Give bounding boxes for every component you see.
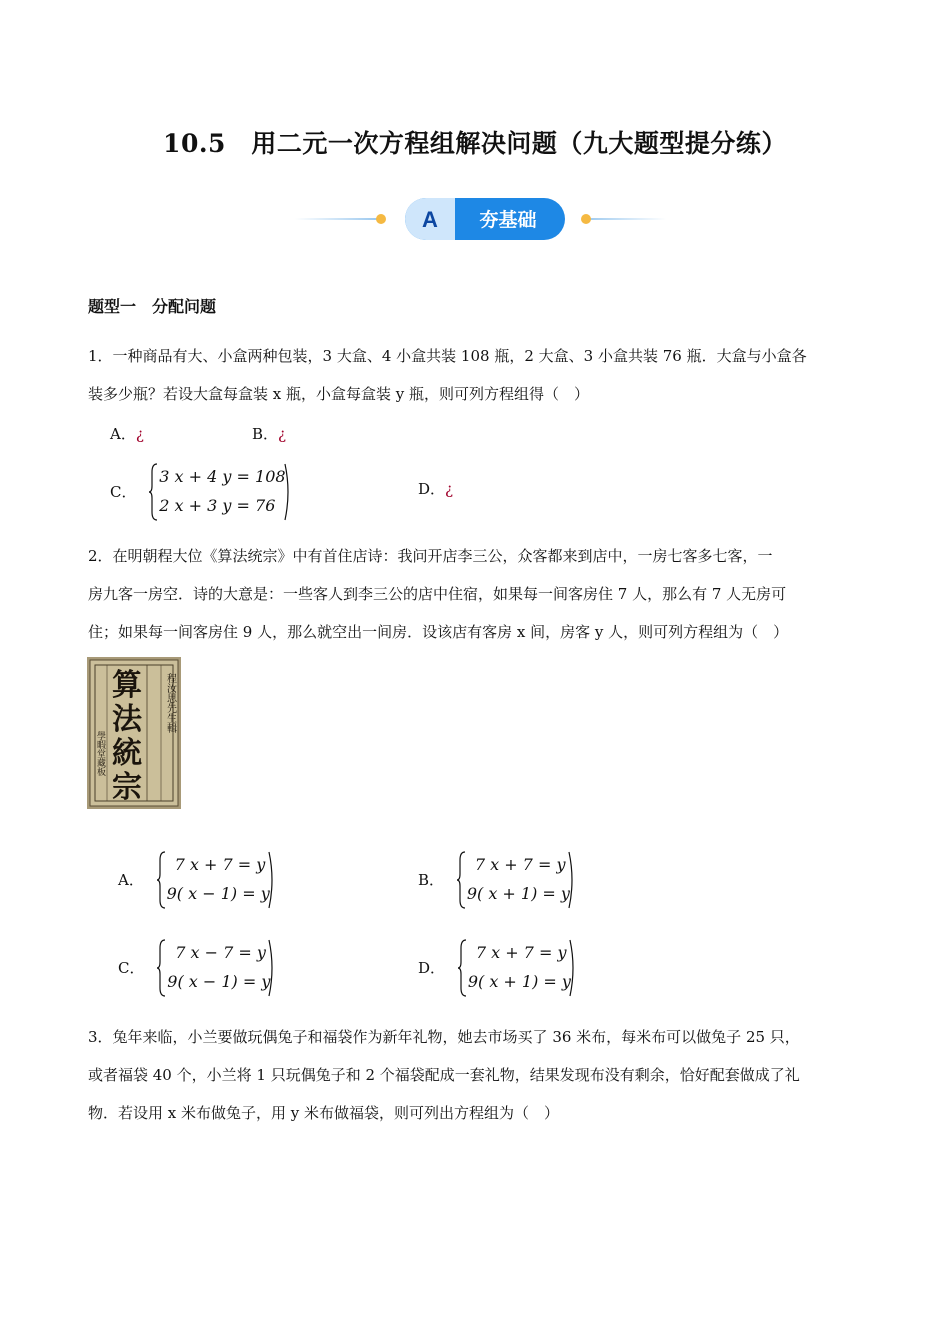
left-brace-icon [458,938,468,998]
book-char: 算 [112,668,142,703]
book-char: 統 [112,736,142,771]
banner-dot-right [581,214,591,224]
equation-system [149,462,291,520]
equation-line: 9( x + 1) = y [467,972,571,991]
q2-option-d[interactable]: D． 7 x + 7 = y 9( x + 1) = y [418,938,577,996]
right-paren-icon [284,462,292,522]
q1-option-a[interactable]: A．¿ [110,425,144,443]
section-banner [290,195,670,243]
book-cover-image [87,657,181,809]
equation-system [457,850,576,908]
section-heading: 题型一 分配问题 [88,297,217,316]
q2-option-c[interactable]: C． 7 x − 7 = y 9( x − 1) = y [118,938,276,996]
left-brace-icon [157,850,167,910]
banner-label: 夯基础 [479,209,537,231]
question-3 [88,1018,863,1132]
right-paren-icon [268,850,276,910]
question-2 [88,537,863,651]
question-3-line-3: 物．若设用 x 米布做兔子，用 y 米布做福袋，则可列出方程组为（ ） [88,1104,560,1122]
left-brace-icon [149,462,159,522]
q2-option-b[interactable]: B． 7 x + 7 = y 9( x + 1) = y [418,850,576,908]
question-2-line-3: 住；如果每一间客房住 9 人，那么就空出一间房．设该店有客房 x 间，房客 y 人，则可列方程组为（ ） [88,623,789,641]
equation-system [458,938,577,996]
question-1 [88,337,863,413]
book-char: 宗 [112,770,142,805]
q2-option-a[interactable]: A． 7 x + 7 = y 9( x − 1) = y [118,850,276,908]
equation-line: 3 x + 4 y = 108 [159,467,286,486]
q1-option-b[interactable]: B．¿ [252,425,287,443]
question-3-line-1: 3．兔年来临，小兰要做玩偶兔子和福袋作为新年礼物，她去市场买了 36 米布，每米布可以做兔子 25 只， [88,1028,800,1046]
equation-line: 7 x − 7 = y [175,943,266,962]
question-3-line-2: 或者福袋 40 个，小兰将 1 只玩偶兔子和 2 个福袋配成一套礼物，结果发现布没有剩余，恰好配套做成了礼 [88,1066,800,1084]
equation-system [157,850,276,908]
page-title: 10.5 用二元一次方程组解决问题（九大题型提分练） [163,129,787,158]
book-publisher: 學暇堂藏板 [95,731,105,776]
question-2-line-1: 2．在明朝程大位《算法统宗》中有首住店诗：我问开店李三公，众客都来到店中，一房七客多七客，一 [88,547,773,565]
banner-letter: A [422,207,438,232]
question-2-line-2: 房九客一房空．诗的大意是：一些客人到李三公的店中住宿，如果每一间客房住 7 人，那么有 7 人无房可 [88,585,787,603]
book-char: 法 [112,702,142,737]
question-1-line-2: 装多少瓶？若设大盒每盒装 x 瓶，小盒每盒装 y 瓶，则可列方程组得（ ） [88,385,590,403]
equation-line: 7 x + 7 = y [174,855,266,874]
left-brace-icon [157,938,167,998]
q1-option-d-value: ¿ [445,480,454,498]
right-paren-icon [569,938,577,998]
q1-option-d[interactable]: D．¿ [418,480,454,498]
equation-line: 7 x + 7 = y [475,943,567,962]
right-paren-icon [268,938,276,998]
equation-line: 9( x − 1) = y [167,972,271,991]
left-brace-icon [457,850,467,910]
banner-dot-left [376,214,386,224]
equation-line: 9( x − 1) = y [166,884,270,903]
book-author: 程汝思先生輯 [164,673,176,733]
q1-option-b-value: ¿ [278,425,287,443]
equation-line: 9( x + 1) = y [466,884,570,903]
equation-line: 7 x + 7 = y [474,855,566,874]
equation-line: 2 x + 3 y = 76 [159,496,276,515]
q1-option-a-value: ¿ [135,425,144,443]
right-paren-icon [568,850,576,910]
q1-option-c[interactable]: C． 3 x + 4 y = 108 2 x + 3 y = 76 [110,462,292,520]
question-1-line-1: 1．一种商品有大、小盒两种包装，3 大盒、4 小盒共装 108 瓶，2 大盒、3 小盒共装 76 瓶．大盒与小盒各 [88,347,807,365]
equation-system [157,938,276,996]
